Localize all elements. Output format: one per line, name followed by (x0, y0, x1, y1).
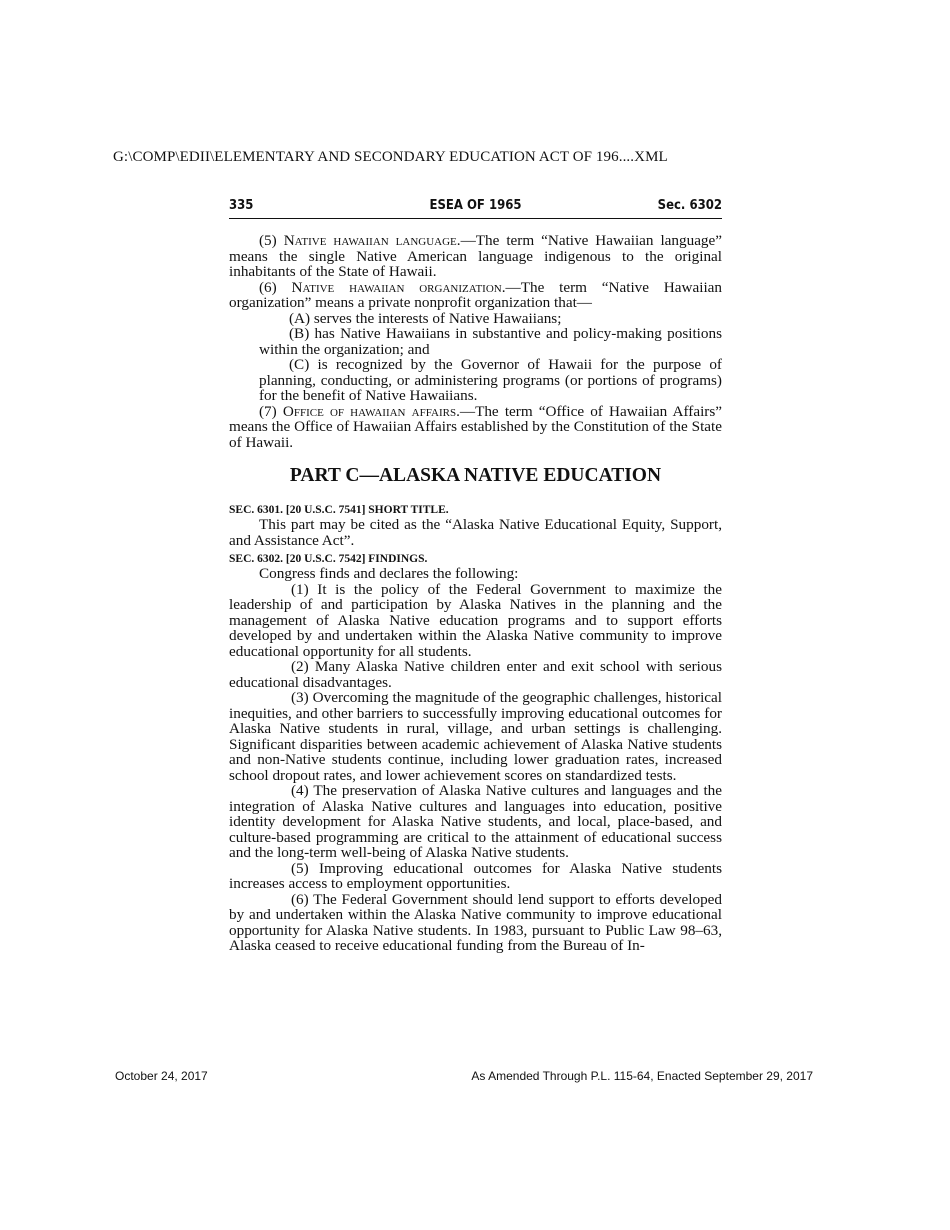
part-title: PART C—ALASKA NATIVE EDUCATION (289, 465, 662, 486)
finding-1: (1) It is the policy of the Federal Government to maximize the leadership of and participation by Alaska Natives in the planning and the management of Alaska Native education programs and to support efforts developed by and undertaken within the Alaska Native community to improve educational opportunity for all students. (229, 580, 722, 660)
section-6302-intro: Congress finds and declares the following: (259, 565, 519, 582)
finding-4: (4) The preservation of Alaska Native cultures and languages and the integration of Alaska Native cultures and languages into education, positive identity development for Alaska Native students, and local, place-based, and culture-based programming are critical to the attainment of educational success and the long-term well-being of Alaska Native students. (229, 782, 722, 861)
definition-6-a: (A) serves the interests of Native Hawaiians; (289, 309, 562, 327)
file-path: G:\COMP\EDII\ELEMENTARY AND SECONDARY EDUCATION ACT OF 196....XML (113, 149, 668, 165)
finding-6: (6) The Federal Government should lend support to efforts developed by and undertaken within the Alaska Native community to improve educational opportunity for Alaska Native students. In 1983, pursuant to Public Law 98–63, Alaska ceased to receive educational funding from the Bureau of In- (229, 890, 722, 954)
definition-6-b: (B) has Native Hawaiians in substantive and policy-making positions within the organization; and (259, 325, 722, 358)
finding-2: (2) Many Alaska Native children enter and exit school with serious educational disadvantages. (229, 658, 722, 691)
page-number: 335 (229, 198, 254, 213)
running-title: ESEA OF 1965 (429, 198, 522, 213)
finding-5: (5) Improving educational outcomes for Alaska Native students increases access to employment opportunities. (229, 859, 722, 892)
definition-7: (7) Office of hawaiian affairs.—The term “Office of Hawaiian Affairs” means the Office of Hawaiian Affairs established by the Constitution of the State of Hawaii. (229, 402, 722, 451)
definition-5: (5) Native hawaiian language.—The term “Native Hawaiian language” means the single Native American language indigenous to the original inhabitants of the State of Hawaii. (229, 232, 723, 280)
document-body (229, 233, 722, 954)
footer-amended: As Amended Through P.L. 115-64, Enacted September 29, 2017 (471, 1069, 813, 1083)
section-6301-heading: SEC. 6301. [20 U.S.C. 7541] SHORT TITLE. (229, 504, 449, 516)
section-6301-text: This part may be cited as the “Alaska Native Educational Equity, Support, and Assistance Act”. (229, 516, 722, 549)
definition-6: (6) Native hawaiian organization.—The term “Native Hawaiian organization” means a private nonprofit organization that— (229, 278, 722, 311)
definition-6-c: (C) is recognized by the Governor of Hawaii for the purpose of planning, conducting, or administering programs (or portions of programs) for the benefit of Native Hawaiians. (259, 356, 722, 404)
running-section: Sec. 6302 (657, 198, 722, 213)
footer-date: October 24, 2017 (115, 1069, 208, 1083)
running-header (229, 198, 722, 219)
section-6302-heading: SEC. 6302. [20 U.S.C. 7542] FINDINGS. (229, 553, 428, 565)
finding-3: (3) Overcoming the magnitude of the geographic challenges, historical inequities, and other barriers to successfully improving educational outcomes for Alaska Native students in rural, village, and urban settings is challenging. Significant disparities between academic achievement of Alaska Native students and non-Native students continue, including lower graduation rates, increased school dropout rates, and lower achievement scores on standardized tests. (229, 689, 722, 784)
